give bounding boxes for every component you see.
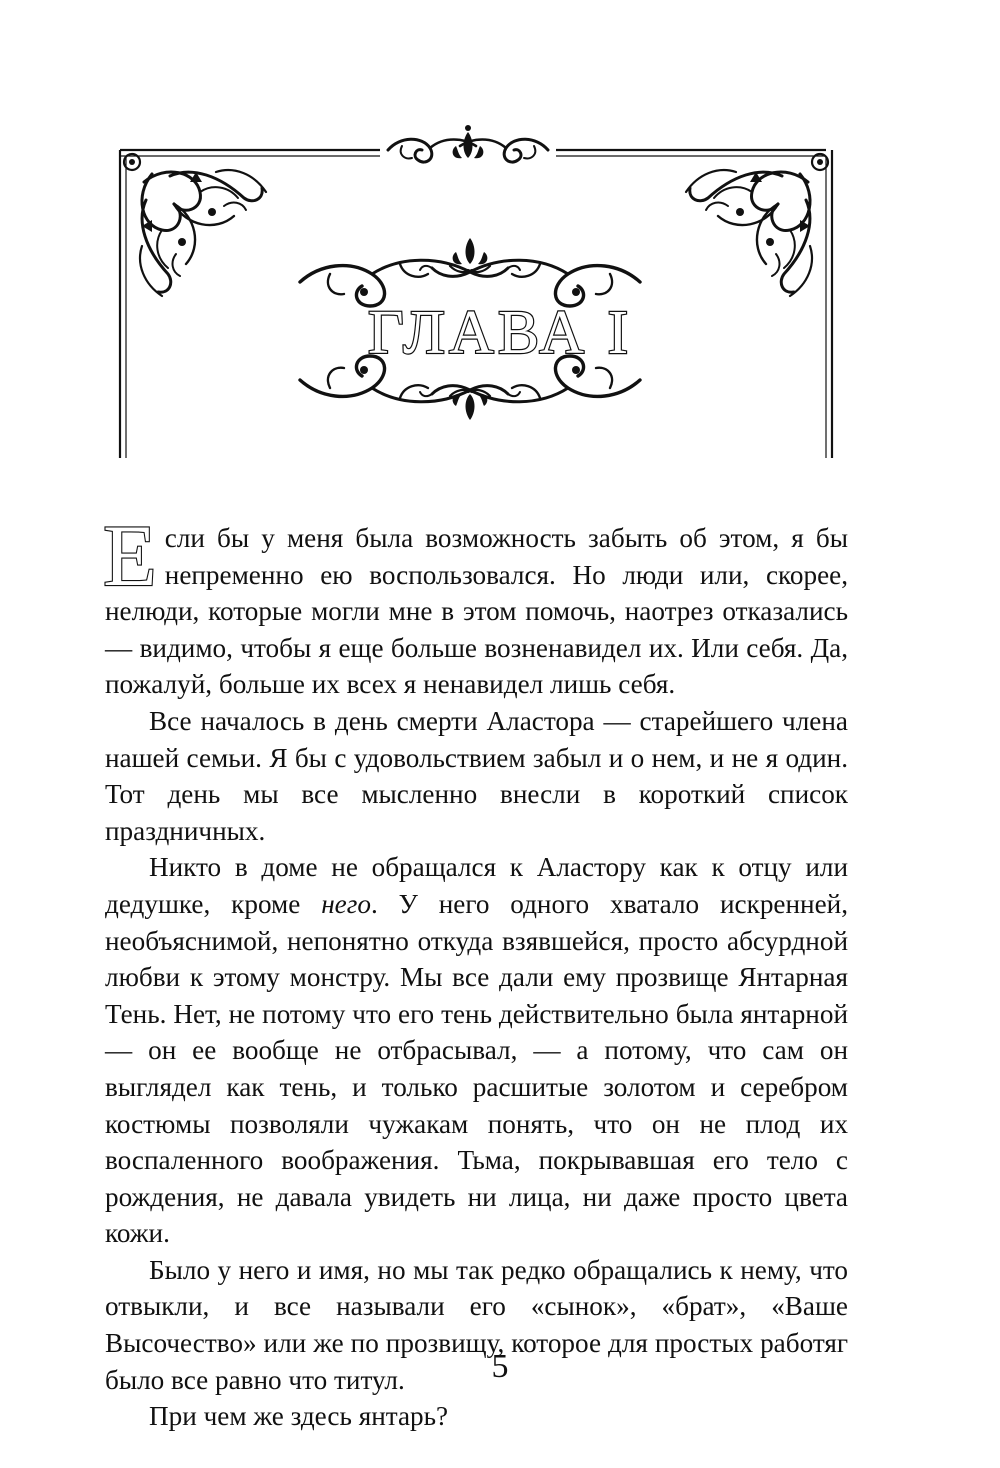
paragraph-3 [105,849,848,1252]
paragraph-3-after: . У него одного хватало искренней, необъяснимой, непонятно откуда взявшейся, просто абсурдной любви к этому монстру. Мы все дали ему прозвище Янтарная Тень. Нет, не потому что его тень действительно была янтарной — он ее вообще не отбрасывал, — а потому, что сам он выглядел как тень, и только расшитые золотом и серебром костюмы позволяли чужакам понять, что он не плод их воспаленного воображения. Тьма, покрывавшая его тело с рождения, не давала увидеть ни лица, ни даже просто цвета кожи. [105,888,848,1249]
chapter-frame [0,0,1000,470]
paragraph-5: При чем же здесь янтарь? [149,1401,449,1432]
chapter-title-text: ГЛАВА I [367,299,633,367]
paragraph-2: Все началось в день смерти Аластора — старейшего члена нашей семьи. Я бы с удовольствием забыл и о нем, и не я один. Тот день мы все мысленно внесли в короткий список праздничных. [105,705,848,846]
chapter-body [103,508,848,1435]
paragraph-4: Было у него и имя, но мы так редко обращались к нему, что отвыкли, и все называли его «сынок», «брат», «Ваше Высочество» или же по прозвищу, которое для простых работяг было все равно что титул. [105,1254,848,1395]
paragraph-1 [103,508,848,703]
chapter-title [250,299,750,367]
paragraph-1-text: сли бы у меня была возможность забыть об этом, я бы непременно ею воспользовался. Но люди или, скорее, нелюди, которые могли мне в этом помочь, наотрез отказались — видимо, чтобы я еще больше возненавидел их. Или себя. Да, пожалуй, больше их всех я ненавидел лишь себя. [105,523,848,700]
drop-cap: Е [103,508,157,605]
paragraph-3-before: Никто в доме не обращался к Аластору как к отцу или дедушке, кроме [105,852,848,919]
title-ornament-upper-icon [300,238,640,306]
top-ornament-icon [388,125,548,162]
paragraph-3-italic: него [321,888,371,919]
page-number: 5 [491,1348,509,1385]
